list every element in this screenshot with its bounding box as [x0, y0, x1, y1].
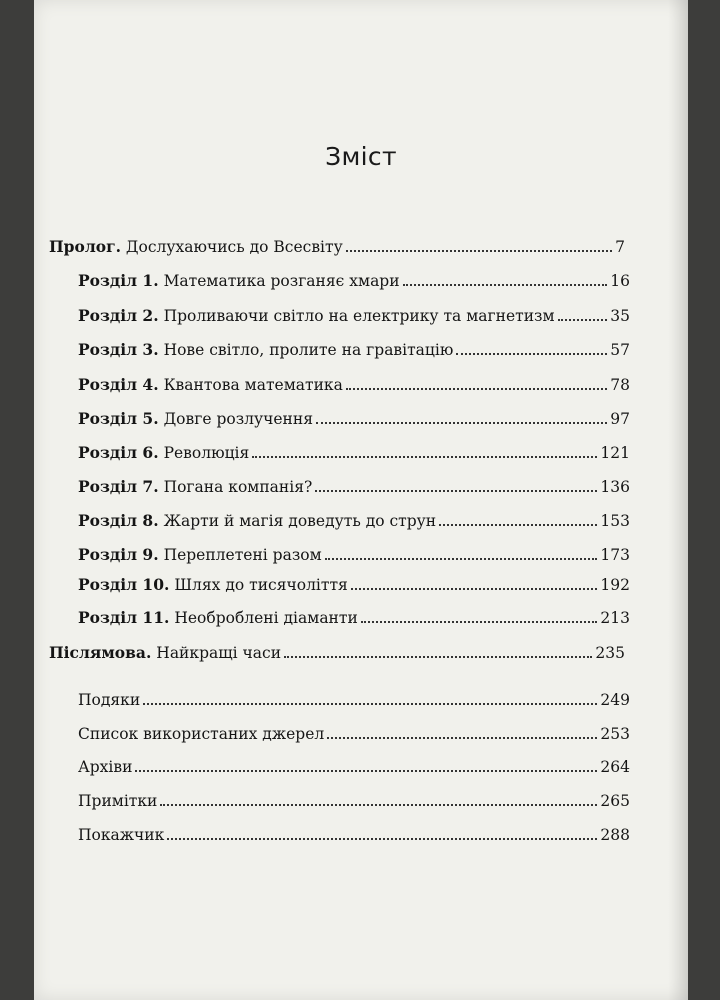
entry-label-bold: Розділ 3.: [78, 340, 159, 359]
entry-label-bold: Розділ 6.: [78, 443, 159, 462]
toc-entry-notes: [78, 786, 630, 810]
toc-entry-acknowledgements: [78, 685, 630, 709]
dot-leader: [361, 621, 598, 623]
dot-leader: [284, 656, 592, 658]
entry-label-bold: Розділ 7.: [78, 477, 159, 496]
entry-page-number: 121: [600, 444, 630, 462]
entry-label-text: Дослухаючись до Всесвіту: [125, 238, 343, 256]
toc-entry-chapter-11: [78, 603, 630, 627]
entry-label-bold: Розділ 8.: [78, 511, 159, 530]
dot-leader: [456, 353, 607, 355]
entry-page-number: 136: [600, 478, 630, 496]
entry-label-text: Довге розлучення: [163, 410, 313, 428]
entry-label-bold: Розділ 10.: [78, 575, 170, 594]
entry-label-text: Жарти й магія доведуть до струн: [163, 512, 437, 530]
entry-label-text: Нове світло, пролите на гравітацію: [163, 341, 454, 359]
dot-leader: [351, 588, 598, 590]
entry-label-text: Примітки: [78, 792, 158, 810]
page-title: Зміст: [325, 142, 397, 171]
book-page: [34, 0, 688, 1000]
toc-entry-archives: [78, 752, 630, 776]
toc-entry-prologue: [49, 232, 625, 256]
toc-entry-epilogue: [49, 638, 625, 662]
entry-page-number: 57: [610, 341, 630, 359]
toc-entry-chapter-10: [78, 570, 630, 594]
entry-label-bold: Розділ 2.: [78, 306, 159, 325]
entry-label-text: Революція: [163, 444, 250, 462]
entry-page-number: 264: [600, 758, 630, 776]
entry-page-number: 173: [600, 546, 630, 564]
entry-label-bold: Післямова.: [49, 643, 152, 662]
entry-label-text: Покажчик: [78, 826, 165, 844]
dot-leader: [160, 804, 597, 806]
entry-page-number: 192: [600, 576, 630, 594]
toc-entry-bibliography: [78, 719, 630, 743]
entry-page-number: 213: [600, 609, 630, 627]
entry-page-number: 153: [600, 512, 630, 530]
toc-entry-chapter-6: [78, 438, 630, 462]
toc-entry-chapter-1: [78, 266, 630, 290]
entry-page-number: 78: [610, 376, 630, 394]
entry-label-text: Найкращі часи: [156, 644, 282, 662]
entry-label-text: Архіви: [78, 758, 133, 776]
dot-leader: [403, 284, 608, 286]
entry-page-number: 265: [600, 792, 630, 810]
entry-label-text: Математика розганяє хмари: [163, 272, 400, 290]
dot-leader: [252, 456, 597, 458]
entry-label-bold: Розділ 5.: [78, 409, 159, 428]
toc-entry-chapter-8: [78, 506, 630, 530]
entry-label-text: Необроблені діаманти: [174, 609, 358, 627]
dot-leader: [439, 524, 597, 526]
entry-label-text: Проливаючи світло на електрику та магнетизм: [163, 307, 555, 325]
dot-leader: [325, 558, 598, 560]
dot-leader: [135, 770, 597, 772]
dot-leader: [315, 490, 597, 492]
entry-page-number: 253: [600, 725, 630, 743]
toc-entry-chapter-4: [78, 370, 630, 394]
dot-leader: [346, 250, 612, 252]
dot-leader: [346, 388, 607, 390]
toc-entry-chapter-2: [78, 301, 630, 325]
dot-leader: [316, 422, 607, 424]
entry-label-bold: Розділ 9.: [78, 545, 159, 564]
entry-page-number: 249: [600, 691, 630, 709]
entry-page-number: 35: [610, 307, 630, 325]
entry-page-number: 7: [615, 238, 625, 256]
toc-entry-chapter-3: [78, 335, 630, 359]
toc-entry-chapter-7: [78, 472, 630, 496]
entry-label-bold: Пролог.: [49, 237, 121, 256]
dot-leader: [143, 703, 597, 705]
toc-entry-chapter-9: [78, 540, 630, 564]
dot-leader: [167, 838, 597, 840]
dot-leader: [327, 737, 597, 739]
entry-label-text: Подяки: [78, 691, 141, 709]
entry-page-number: 288: [600, 826, 630, 844]
entry-label-text: Переплетені разом: [163, 546, 322, 564]
entry-label-text: Шлях до тисячоліття: [174, 576, 348, 594]
entry-label-text: Погана компанія?: [163, 478, 313, 496]
dot-leader: [558, 319, 608, 321]
entry-label-bold: Розділ 1.: [78, 271, 159, 290]
entry-label-bold: Розділ 4.: [78, 375, 159, 394]
entry-page-number: 235: [595, 644, 625, 662]
entry-page-number: 97: [610, 410, 630, 428]
toc-entry-index: [78, 820, 630, 844]
entry-label-text: Список використаних джерел: [78, 725, 325, 743]
entry-page-number: 16: [610, 272, 630, 290]
toc-entry-chapter-5: [78, 404, 630, 428]
entry-label-text: Квантова математика: [163, 376, 343, 394]
entry-label-bold: Розділ 11.: [78, 608, 170, 627]
